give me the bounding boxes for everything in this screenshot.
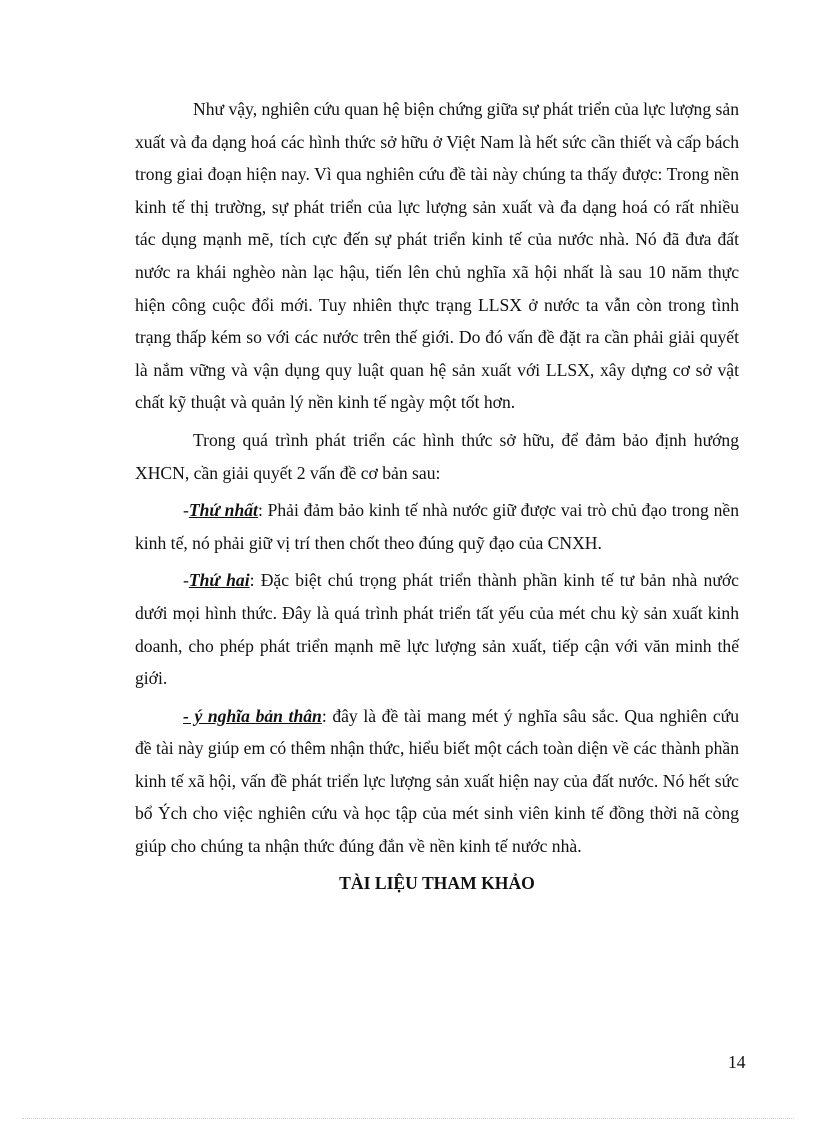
first-point-text: : Phải đảm bảo kinh tế nhà nước giữ được vai trò chủ đạo trong nền kinh tế, nó phải giữ vị trí then chốt theo đúng quỹ đạo của CNXH. [135,500,739,553]
second-point-label: Thứ hai [188,570,250,591]
conclusion-paragraph: Như vậy, nghiên cứu quan hệ biện chứng giữa sự phát triển của lực lượng sản xuất và đa dạng hoá các hình thức sở hữu ở Việt Nam là hết sức cần thiết và cấp bách trong giai đoạn hiện nay. Vì qua nghiên cứu đề tài này chúng ta thấy được: Trong nền kinh tế thị trường, sự phát triển của lực lượng sản xuất và đa dạng hoá có rất nhiều tác dụng mạnh mẽ, tích cực đến sự phát triển kinh tế của nước nhà. Nó đã đưa đất nước ra khái nghèo nàn lạc hậu, tiến lên chủ nghĩa xã hội nhất là sau 10 năm thực hiện công cuộc đổi mới. Tuy nhiên thực trạng LLSX ở nước ta vẫn còn trong tình trạng thấp kém so với các nước trên thế giới. Do đó vấn đề đặt ra cần phải giải quyết là nắm vững và vận dụng quy luật quan hệ sản xuất với LLSX, xây dựng cơ sở vật chất kỹ thuật và quản lý nền kinh tế ngày một tốt hơn. [135,99,739,413]
page-number: 14 [728,1052,746,1072]
second-point-prefix: - [183,570,189,591]
significance-label: - ý nghĩa bản thân [183,705,322,726]
second-point-text: : Đặc biệt chú trọng phát triển thành phần kinh tế tư bản nhà nước dưới mọi hình thức. Đây là quá trình phát triển tất yếu của mét chu kỳ sản xuất kinh doanh, cho phép phát triển mạnh mẽ lực lượng sản xuất, tiếp cận với văn minh thế giới. [135,570,739,689]
page-bottom-divider [22,1118,794,1119]
significance-paragraph [135,700,739,863]
first-point-prefix: - [183,500,189,521]
first-point-label: Thứ nhất [188,500,258,521]
second-point-paragraph [135,564,739,694]
significance-text: : đây là đề tài mang mét ý nghĩa sâu sắc. Qua nghiên cứu đề tài này giúp em có thêm nhận thức, hiểu biết một cách toàn diện về các thành phần kinh tế xã hội, vấn đề phát triển lực lượng sản xuất hiện nay của đất nước. Nó hết sức bổ Ých cho việc nghiên cứu và học tập của mét sinh viên kinh tế đồng thời nã còng giúp cho chúng ta nhận thức đúng đắn về nền kinh tế nước nhà. [135,705,739,857]
ownership-intro-paragraph: Trong quá trình phát triển các hình thức sở hữu, để đảm bảo định hướng XHCN, cần giải quyết 2 vấn đề cơ bản sau: [135,429,739,483]
page-body [135,93,739,899]
references-heading: TÀI LIỆU THAM KHẢO [339,872,535,893]
first-point-paragraph [135,494,739,559]
